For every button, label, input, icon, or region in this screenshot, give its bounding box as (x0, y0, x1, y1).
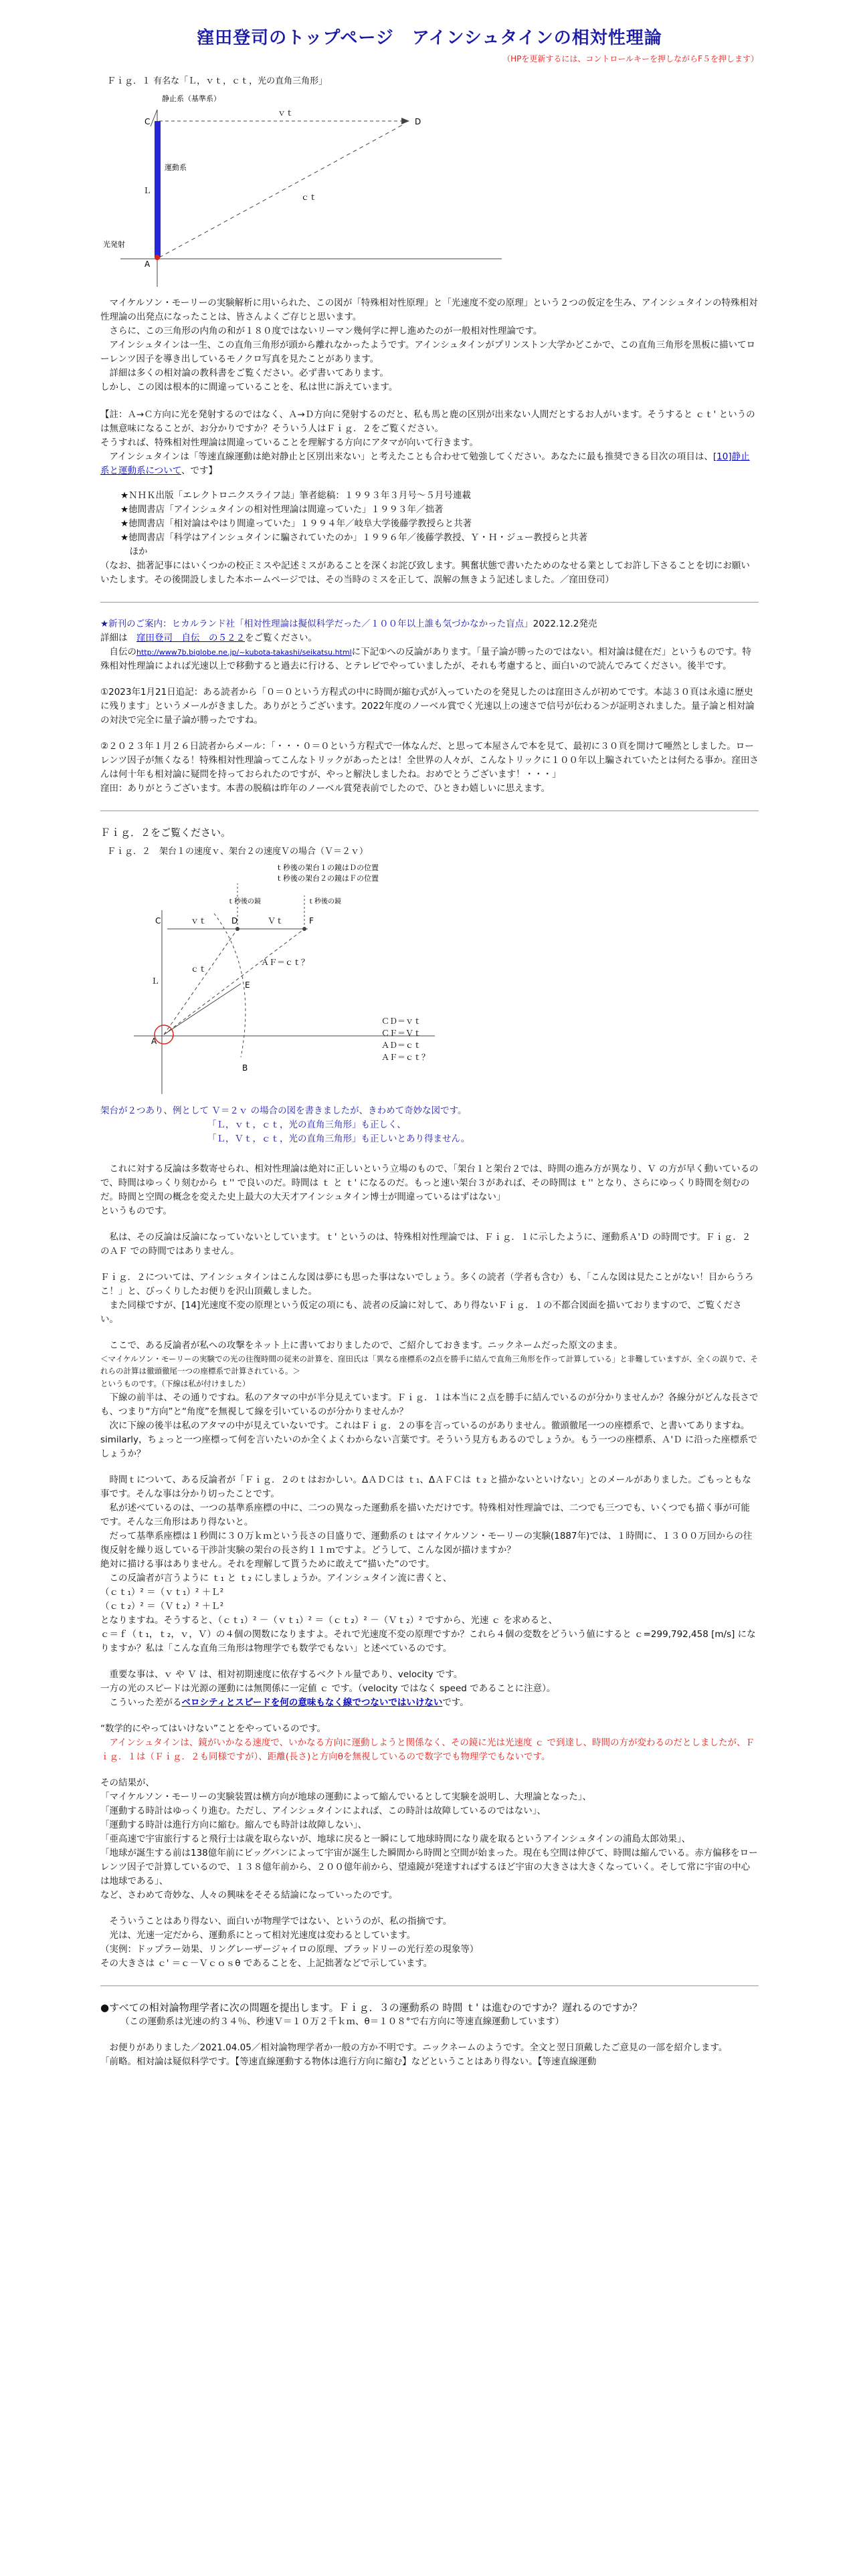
final-line: （実例：ドップラー効果、リングレーザージャイロの原理、ブラッドリーの光行差の現象等） (100, 1944, 479, 1955)
label-D: D (231, 916, 238, 926)
label-vt: ｖｔ (191, 916, 207, 926)
body-p: ｃ＝ｆ（ｔ₁，ｔ₂，ｖ，Ｖ）の４個の関数になりますよ。それで光速度不変の原理ですか？これら４個の変数をどういう値にすると ｃ=299,792,458 [m/s] になりますか？私は「こんな直角三角形は物理学でも数学でもない」と述べているのです。 (100, 1629, 756, 1654)
body-p: Ｆｉｇ．２については、アインシュタインはこんな図は夢にも思った事はないでしょう。多くの読者（学者も含む）も、「こんな図は見たことがない！目からうろこ！」と、びっくりしたお便りを沢山頂戴しました。 (100, 1272, 754, 1297)
result-line: その結果が、 (100, 1778, 155, 1788)
label-C: C (145, 117, 151, 126)
label-L: Ｌ (143, 186, 152, 195)
body-p: これに対する反論は多数寄せられ、相対性理論は絶対に正しいという立場のもので、「架台１と架台２では、時間の進み方が異なり、Ｖ の方が早く動いているので、時間はゆっくり刻むから ｔ'' で良いのだ。時間は ｔ と ｔ' になるのだ。もっと速い架台３があれば、その時間は ｔ'' となり、さらにゆっくり時間を刻むのだ。時間と空間の概念を変えた史上最大の大天才アインシュタイン博士が間違っているはずはない」 (100, 1164, 759, 1202)
news-line2 (100, 631, 759, 645)
body-p: というものです。 (100, 1206, 172, 1216)
figure-2-after-3: 「Ｌ，Ｖｔ，ｃｔ，光の直角三角形」も正しいとあり得ません。 (207, 1134, 470, 1144)
note-p3 (100, 450, 759, 478)
news-line2-tail: をご覧ください。 (245, 633, 317, 643)
line-AD (164, 929, 237, 1035)
news-item-2: ②２０２３年１月２６日読者からメール：「・・・０＝０という方程式で一体なんだ、と思って本屋さんで本を見て、最初に３０頁を開けて唖然としました。ローレンツ因子が無くなる！特殊相対性理論ってこんなトリックがあったとは！全世界の人々が、こんなトリックに１００年以上騙されていたとは何たる事か。窪田さんは何十年も相対論に疑問を持っておられたのですが、やっと解決しましたね。おめでとうございます！・・・」 (100, 741, 759, 780)
challenge-note: （この運動系は光速の約３４％、秒速Ｖ＝１０万２千ｋｍ、θ＝１０８°で右方向に等速直線運動しています） (120, 2016, 565, 2027)
figure-2 (100, 826, 759, 1146)
body-p: 重要な事は、ｖ や Ｖ は、相対初期速度に依存するベクトル量であり、velocity です。 (100, 1669, 463, 1680)
final-line: 光は、光速一定だから、運動系にとって相対光速度は変わるとしています。 (100, 1930, 416, 1941)
news-line3-prefix: 自伝の (100, 647, 136, 657)
label-C: C (155, 916, 161, 926)
news-line3-tail: に下記①への反論があります。「量子論が勝ったのではない。相対論は健在だ」というものです。特殊相対性理論によれば光速以上で移動すると過去に行ける、とテレビでやっていましたが、それも考慮すると、面白いので読んでみてください。後半です。 (100, 647, 751, 671)
note-p2: そうすれば、特殊相対性理論は間違っていることを理解する方向にアタマが向いて行きます。 (100, 437, 478, 448)
news-date: 2022.12.2発売 (533, 619, 597, 629)
label-E: E (245, 980, 250, 990)
label-rest: 静止系（基準系） (162, 94, 221, 103)
equation-2: （ｃｔ₂）² ＝（Ｖｔ₂）² ＋Ｌ² (100, 1601, 224, 1612)
label-ct: ｃｔ (191, 964, 207, 974)
label-AF: ＡＦ＝ｃｔ？ (261, 958, 310, 967)
intro-section (100, 296, 759, 395)
figure-1-diagram (100, 86, 515, 287)
label-t1b: ｔ秒後の架台２の鏡はＦの位置 (276, 874, 379, 883)
body-p: 私は、その反論は反論になっていないとしています。ｔ' というのは、特殊相対性理論では、Ｆｉｇ．１に示したように、運動系Ａ'Ｄ の時間です。Ｆｉｇ．２のＡＦ での時間ではありません。 (100, 1232, 751, 1257)
body-p: 次に下線の後半は私のアタマの中が見えていないです。これはＦｉｇ．２の事を言っているのがありません。徹頭徹尾一つの座標系で、と書いてありますね。similarly，ちょっと一つ座標って何を言いたいのか全くよくわからない言葉です。そういう見方もあるのでしょうか。もう一つの座標系、Ａ'Ｄ に沿った座標系でしょうか？ (100, 1420, 757, 1459)
point-D (235, 927, 240, 931)
eq-AF: ＡＦ＝ｃｔ？ (381, 1053, 430, 1062)
note-p3-text: アインシュタインは「等速直線運動は絶対静止と区別出来ない」と考えたことも合わせて勉強してください。あなたに最も推奨できる目次の項目は、 (100, 451, 713, 462)
ending-1: お便りがありました／2021.04.05／相対論物理学者か一般の方か不明です。ニックネームのようです。全文と翌日頂戴したご意見の一部を紹介します。 (100, 2042, 728, 2053)
body-p: また同様ですが、[14]光速度不変の原理という仮定の項にも、読者の反論に対して、あり得ないＦｉｇ．１の不都合図面を描いておりますので、ご覧ください。 (100, 1300, 742, 1325)
label-F: F (309, 916, 314, 926)
moving-frame-bar (155, 121, 161, 257)
point-F (302, 927, 306, 931)
figure-1-caption: Ｆｉｇ．１ 有名な「Ｌ，ｖｔ，ｃｔ，光の直角三角形」 (107, 76, 328, 86)
body-p: 時間ｔについて、ある反論者が「Ｆｉｇ．２のｔはおかしい。ΔＡＤＣは ｔ₁、ΔＡＦＣは ｔ₂ と描かないといけない」とのメールがありました。ごもっともな事です。そんな事は分かり切ったことです。 (100, 1475, 751, 1499)
equation-1: （ｃｔ₁）² ＝（ｖｔ₁）² ＋Ｌ² (100, 1587, 224, 1598)
result-line: 「運動する時計はゆっくり進む。ただし、アインシュタインによれば、この時計は故障しているのではない」、 (100, 1806, 547, 1816)
body-p: ここで、ある反論者が私への攻撃をネット上に書いておりましたので、ご紹介しておきます。ニックネームだった原文のまま。 (100, 1340, 623, 1351)
book-item: ★徳間書店「アインシュタインの相対性理論は間違っていた」１９９３年／拙著 (120, 504, 444, 515)
intro-p3: アインシュタインは一生、この直角三角形が頭から離れなかったようです。アインシュタインがプリンストン大学かどこかで、この直角三角形を黒板に描いてローレンツ因子を導き出しているモノクロ写真を見たことがあります。 (100, 340, 756, 364)
figure-2-diagram (100, 857, 529, 1097)
label-L: Ｌ (151, 976, 160, 986)
note-section (100, 408, 759, 478)
book-item: ★ＮＨＫ出版「エレクトロニクスライフ誌」筆者総稿：１９９３年３月号～５月号連載 (120, 490, 471, 501)
body-p: となりますね。そうすると、（ｃｔ₁）² －（ｖｔ₁）² ＝（ｃｔ₂）² －（Ｖｔ₂）² ですから、光速 ｃ を求めると、 (100, 1615, 558, 1626)
book-item: ★徳間書店「相対論はやはり間違っていた」１９９４年／岐阜大学後藤学教授らと共著 (120, 518, 472, 529)
red-paragraph: アインシュタインは、鏡がいかなる速度で、いかなる方向に運動しようと関係なく、その鏡に光は光速度 ｃ で到達し、時間の方が変わるのだとしましたが、Ｆｉｇ．１は（Ｆｉｇ．２も同様ですが）、距離(長さ)と方向θを無視しているので数字でも物理学でもないです。 (100, 1737, 755, 1762)
autobiography-link[interactable]: 窪田登司 自伝 の５２２ (136, 633, 245, 643)
label-D: D (415, 117, 421, 126)
final-line: その大きさは ｃ' ＝ｃ－Ｖｃｏｓθ であることを、上記拙著などで示しています。 (100, 1958, 433, 1969)
news-item-2-reply: 窪田：ありがとうございます。本書の脱稿は昨年のノーベル賞発表前でしたので、ひときわ嬉しいに思えます。 (100, 783, 551, 794)
result-line: 「地球が誕生する前は138億年前にビッグバンによって宇宙が誕生した瞬間から時間と空間が始まった。現在も空間は伸びて、時間は縮んでいる。赤方偏移をローレンツ因子で計算しているので、１３８億年前から、２００億年前から、望遠鏡が発達すればするほど宇宙の大きさは大きくなっていく。そして常に宇宙の中心は地球である」、 (100, 1848, 758, 1887)
body-p: 絶対に描ける事はありません。それを理解して貰うために敢えて“描いた”のです。 (100, 1559, 435, 1570)
eq-AD: ＡＤ＝ｃｔ (381, 1041, 422, 1050)
news-title: ★新刊のご案内：ヒカルランド社「相対性理論は擬似科学だった／１００年以上誰も気づかなかった盲点」 (100, 619, 533, 629)
body-p: だって基準系座標は１秒間に３０万ｋｍという長さの目盛りで、運動系のｔはマイケルソン・モーリーの実験(1887年)では、１時間に、１３００万回からの往復反射を繰り返している干渉計実験の架台の長さ約１１ｍですよ。どうして、こんな図が描けますか？ (100, 1531, 753, 1555)
body-p: 私が述べているのは、一つの基準系座標の中に、二つの異なった運動系を描いただけです。特殊相対性理論では、二つでも三つでも、いくつでも描く事が可能です。そんな三角形はあり得ないと。 (100, 1503, 750, 1527)
figure-2-caption: Ｆｉｇ．２ 架台１の速度ｖ、架台２の速度Ｖの場合（Ｖ＝２ｖ） (107, 847, 369, 857)
refresh-hint: （HPを更新するには、コントロールキーを押しながらF５を押します） (502, 54, 759, 64)
intro-p5: しかし、この図は根本的に間違っていることを、私は世に訴えています。 (100, 382, 398, 393)
challenge: ●すべての相対論物理学者に次の問題を提出します。Ｆｉｇ．３の運動系の 時間 ｔ' は進むのですか？遅れるのですか？ (100, 2002, 643, 2014)
body-p: 一方の光のスピードは光源の運動には無関係に一定値 ｃ です。（velocity ではなく speed であることに注意）。 (100, 1683, 556, 1694)
ending-2: 「前略。相対論は疑似科学です。【等速直線運動する物体は進行方向に縮む】などということはあり得ない。【等速直線運動 (100, 2056, 597, 2067)
figure-2-after-2: 「Ｌ，ｖｔ，ｃｔ，光の直角三角形」も正しく、 (207, 1119, 406, 1130)
intro-p2: さらに、この三角形の内角の和が１８０度ではないリーマン幾何学に押し進めたのが一般相対性理論です。 (100, 326, 543, 336)
velocity-speed-link[interactable]: ベロシティとスピードを何の意味もなく線でつないではいけない (181, 1697, 443, 1708)
velocity-tail: です。 (442, 1697, 469, 1708)
label-Vt: Ｖｔ (268, 916, 284, 926)
label-tsec2: ｔ秒後の鏡 (308, 898, 341, 905)
page-title: 窪田登司のトップページ アインシュタインの相対性理論 (197, 28, 662, 48)
result-line: 「運動する時計は進行方向に縮む。縮んでも時計は故障しない」、 (100, 1820, 367, 1830)
eq-CD: ＣＤ＝ｖｔ (381, 1016, 422, 1026)
news-item-1: ①2023年1月21日追記：ある読者から「０＝０という方程式の中に時間が縮む式が入っていたのを発見したのは窪田さんが初めてです。本誌３０頁は永遠に歴史に残ります」というメールがきました。ありがとうございます。2022年度のノーベル賞でく光速以上の速さで信号が伝わる＞が証明されました。量子論と相対論の対決で完全に量子論が勝ったですね。 (100, 687, 755, 726)
content (100, 0, 759, 2069)
book-item: ほか (120, 546, 148, 557)
result-line: 「マイケルソン・モーリーの実験装置は横方向が地球の運動によって縮んでいるとして実験を説明し、大理論となった」、 (100, 1792, 591, 1802)
book-item: ★徳間書店「科学はアインシュタインに騙されていたのか」１９９６年／後藤学教授、Ｙ・Ｈ・ジュー教授らと共著 (120, 532, 588, 543)
final-section (100, 1915, 759, 1971)
light-source-dot (155, 255, 160, 260)
figure-2-after-1: 架台が２つあり、例として Ｖ＝２ｖ の場合の図を書きましたが、きわめて奇妙な図です。 (100, 1105, 467, 1116)
line-AF (164, 929, 304, 1035)
news-line2-prefix: 詳細は (100, 633, 136, 643)
books-note: （なお、拙著記事にはいくつかの校正ミスや記述ミスがあることを深くお詫び致します。興奮状態で書いたためのなせる業としてお許し下さることを切にお願いいたします。その後開設しました本ホームページでは、その当時のミスを正して、誤解の無きよう記述しました。／窪田登司） (100, 560, 750, 585)
label-tsec: ｔ秒後の鏡 (227, 898, 261, 905)
news-line1 (100, 617, 759, 631)
result-line: など、さわめて奇妙な、人々の興味をそそる結論になっていったのです。 (100, 1890, 398, 1901)
label-moving: 運動系 (165, 163, 187, 172)
news-section (100, 617, 759, 796)
result-line: 「亜高速で宇宙旅行すると飛行士は歳を取らないが、地球に戻ると一瞬にして地球時間になり歳を取るというアインシュタインの浦島太郎効果」、 (100, 1834, 691, 1844)
velocity-line (100, 1696, 759, 1710)
figure-1 (100, 74, 759, 290)
label-A: A (145, 259, 151, 269)
body-p: というものです。（下線は私が付けました） (100, 1379, 250, 1388)
divider (100, 1985, 759, 1986)
eq-CF: ＣＦ＝Ｖｔ (381, 1029, 422, 1038)
books-list (120, 489, 759, 559)
autobiography-url-link[interactable]: http://www7b.biglobe.ne.jp/~kubota-takashi/seikatsu.html (136, 648, 352, 657)
intro-p1: マイケルソン・モーリーの実験解析に用いられた、この図が「特殊相対性原理」と「光速度不変の原理」という２つの仮定を生み、アインシュタインの特殊相対性理論の出発点になったことは、皆さんよくご存じと思います。 (100, 298, 758, 322)
body-quote: ＜マイケルソン・モーリーの実験での光の往復時間の従来の計算を、窪田氏は「異なる座標系の2点を勝手に結んで直角三角形を作って計算している」と非難していますが、全くの誤りで、それらの計算は徹頭徹尾一つの座標系で計算されている。＞ (100, 1354, 759, 1376)
news-line3 (100, 645, 759, 673)
label-B: B (242, 1063, 248, 1073)
body-p: 下線の前半は、その通りですね。私のアタマの中が半分見えています。Ｆｉｇ．１は本当に２点を勝手に結んでいるのが分かりませんか？各線分がどんな長さでも、つまり“方向”と“角度”を無視して線を引いているのが分かりませんか？ (100, 1392, 759, 1417)
static-moving-link[interactable]: [10]静止系と運動系について (100, 451, 750, 476)
line-AE (164, 984, 241, 1035)
figure-2-intro: Ｆｉｇ．２をご覧ください。 (100, 827, 231, 839)
line-ct (159, 124, 405, 257)
body-section (100, 1162, 759, 1710)
result-section (100, 1776, 759, 1903)
label-A: A (151, 1037, 157, 1046)
body-p: この反論者が言うように ｔ₁ と ｔ₂ にしましょうか。アインシュタイン流に書くと、 (100, 1573, 452, 1584)
note-tail: 、です】 (181, 465, 217, 476)
divider (100, 602, 759, 603)
note-p1: 【註：Ａ→Ｃ方向に光を発射するのではなく、Ａ→Ｄ方向に発射するのだと、私も馬と鹿の区別が出来ない人間だとするお人がいます。そうすると ｃｔ' というのは無意味になることが、お分かりですか？そういう人はＦｉｇ．２をご覧ください。 (100, 409, 755, 434)
intro-p4: 詳細は多くの相対論の教科書をご覧ください。必ず書いてあります。 (100, 368, 389, 379)
label-ct: ｃｔ (301, 193, 318, 202)
final-line: そういうことはあり得ない、面白いが物理学ではない、というのが、私の指摘です。 (100, 1916, 452, 1927)
label-t1a: ｔ秒後の架台１の鏡はＤの位置 (276, 863, 379, 872)
label-emit: 光発射 (103, 240, 125, 249)
quote-math: “数学的にやってはいけない”ことをやっているのです。 (100, 1723, 326, 1734)
label-vt: ｖｔ (278, 108, 294, 118)
velocity-prefix: こういった差がる (100, 1697, 182, 1708)
